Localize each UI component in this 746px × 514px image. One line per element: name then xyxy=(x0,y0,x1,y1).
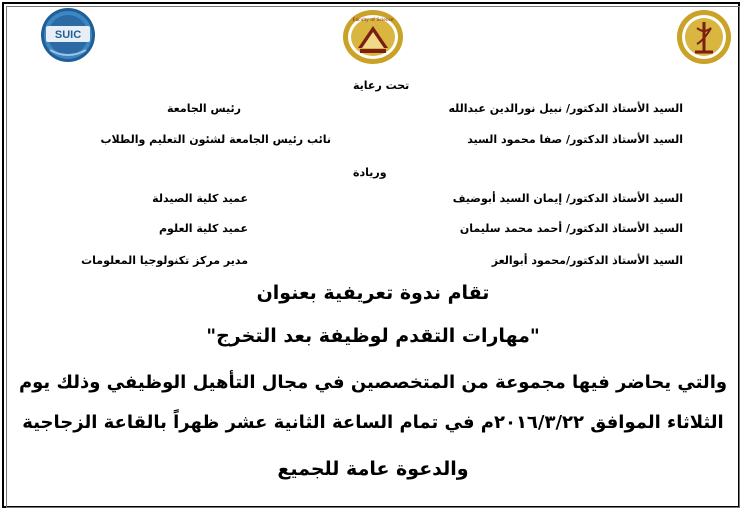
seminar-details-line-2: الثلاثاء الموافق ٢٠١٦/٣/٢٢م في تمام الساعة الثانية عشر ظهراً بالقاعة الزجاجية xyxy=(22,412,724,433)
faculty-of-science-seal xyxy=(340,8,406,66)
patron-name-2: السيد الأستاذ الدكتور/ صفا محمود السيد xyxy=(467,133,683,146)
patron-title-2: نائب رئيس الجامعة لشئون التعليم والطلاب xyxy=(100,133,331,146)
presence-name-3: السيد الأستاذ الدكتور/محمود أبوالعز xyxy=(491,254,683,267)
presence-title-1: عميد كلية الصيدلة xyxy=(152,192,248,205)
patronage-heading: تحت رعاية xyxy=(353,79,410,92)
presence-heading: وريادة xyxy=(353,166,387,179)
presence-title-3: مدير مركز تكنولوجيا المعلومات xyxy=(81,254,248,267)
presence-name-2: السيد الأستاذ الدكتور/ أحمد محمد سليمان xyxy=(459,222,683,235)
seminar-title: "مهارات التقدم لوظيفة بعد التخرج" xyxy=(206,325,540,347)
patron-title-1: رئيس الجامعة xyxy=(167,102,241,115)
faculty-of-pharmacy-seal xyxy=(675,8,733,66)
suic-logo xyxy=(38,6,98,64)
seminar-intro: تقام ندوة تعريفية بعنوان xyxy=(256,282,490,304)
presence-title-2: عميد كلية العلوم xyxy=(159,222,248,235)
general-invitation: والدعوة عامة للجميع xyxy=(277,458,469,480)
suic-logo-text: SUIC xyxy=(54,29,82,41)
presence-name-1: السيد الأستاذ الدكتور/ إيمان السيد أبوضيف xyxy=(452,192,683,205)
seminar-details-line-1: والتي يحاضر فيها مجموعة من المتخصصين في مجال التأهيل الوظيفي وذلك يوم xyxy=(18,372,728,393)
science-seal-text: Faculty of Science xyxy=(352,17,394,23)
patron-name-1: السيد الأستاذ الدكتور/ نبيل نورالدين عبدالله xyxy=(448,102,683,115)
